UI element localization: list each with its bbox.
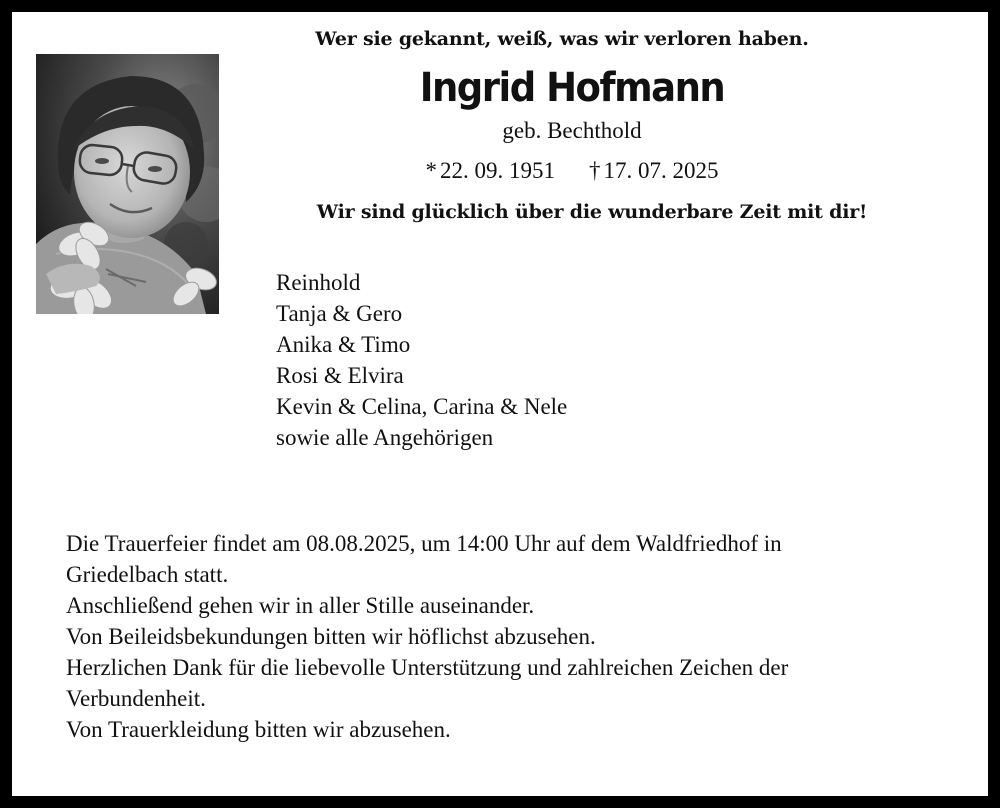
mourner-line: Tanja & Gero	[276, 301, 403, 326]
life-dates	[232, 158, 912, 184]
death-symbol: †	[589, 158, 601, 183]
notice-line: Von Trauerkleidung bitten wir abzusehen.	[66, 717, 451, 742]
notice-line: Anschließend gehen wir in aller Stille auseinander.	[66, 593, 535, 618]
birth-date: 22. 09. 1951	[440, 158, 555, 183]
mourner-line: Reinhold	[276, 270, 361, 295]
notice-line: Herzlichen Dank für die liebevolle Unterstützung und zahlreichen Zeichen der	[66, 655, 789, 680]
obituary-slogan: Wir sind glücklich über die wunderbare Zeit mit dir!	[316, 201, 868, 223]
portrait-photo	[36, 54, 219, 314]
mourner-line: sowie alle Angehörigen	[276, 425, 494, 450]
notice-line: Die Trauerfeier findet am 08.08.2025, um 14:00 Uhr auf dem Waldfriedhof in	[66, 531, 782, 556]
notice-line: Von Beileidsbekundungen bitten wir höflichst abzusehen.	[66, 624, 596, 649]
deceased-name: Ingrid Hofmann	[419, 64, 725, 111]
mourner-line: Rosi & Elvira	[276, 363, 404, 388]
maiden-name: geb. Bechthold	[502, 118, 642, 143]
notice-line: Griedelbach statt.	[66, 562, 229, 587]
mourners-list	[276, 267, 567, 453]
birth-symbol: *	[425, 158, 437, 183]
mourner-line: Anika & Timo	[276, 332, 411, 357]
funeral-notice	[66, 528, 946, 745]
obituary-motto: Wer sie gekannt, weiß, was wir verloren haben.	[315, 28, 809, 50]
mourner-line: Kevin & Celina, Carina & Nele	[276, 394, 568, 419]
death-date: 17. 07. 2025	[603, 158, 719, 183]
notice-line: Verbundenheit.	[66, 686, 206, 711]
